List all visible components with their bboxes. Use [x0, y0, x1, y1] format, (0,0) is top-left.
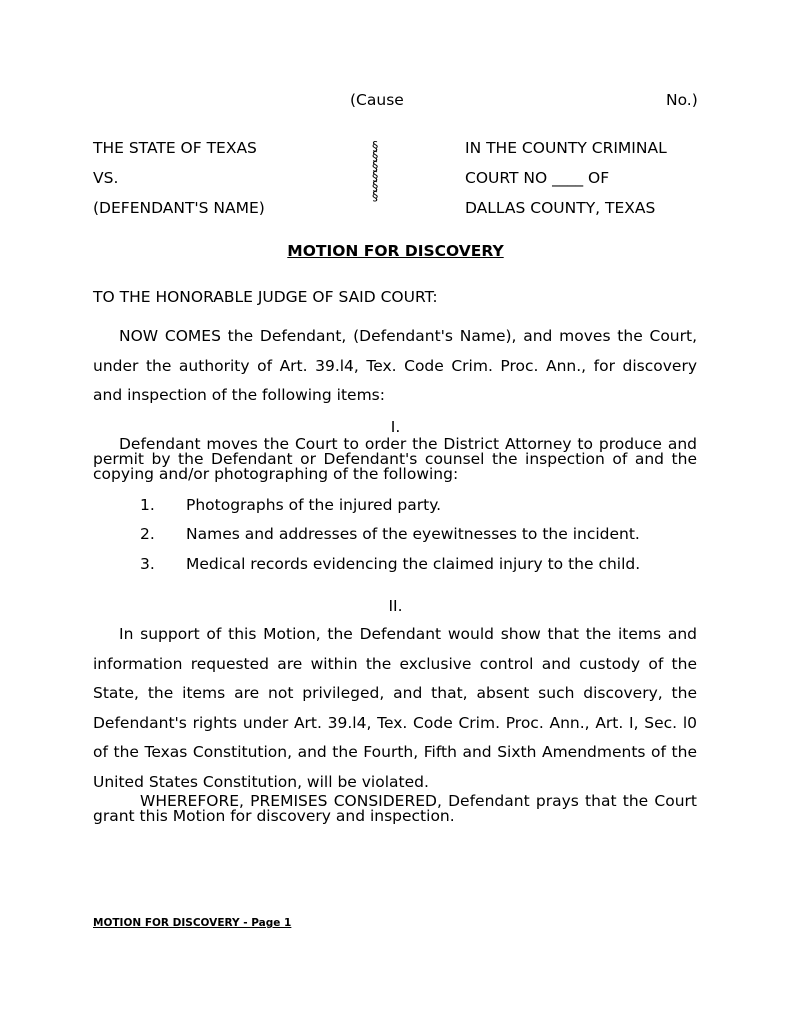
list-item-1-number: 1.: [140, 496, 155, 514]
intro-paragraph: NOW COMES the Defendant, (Defendant's Name), and moves the Court, under the authority of Art. 39.l4, Tex. Code Crim. Proc. Ann., for discovery and inspection of the following items:: [93, 327, 697, 404]
section-2-paragraph: In support of this Motion, the Defendant would show that the items and information requested are within the exclusive control and custody of the State, the items are not privileged, and that, absent such discovery, the Defendant's rights under Art. 39.l4, Tex. Code Crim. Proc. Ann., Art. I, Sec. l0 of the Texas Constitution, and the Fourth, Fifth and Sixth Amendments of the United States Constitution, will be violated.: [93, 625, 697, 791]
page-footer: MOTION FOR DISCOVERY - Page 1: [93, 917, 292, 929]
list-item-1-text: Photographs of the injured party.: [186, 496, 442, 514]
list-item-2-number: 2.: [140, 525, 155, 543]
cause-label: (Cause: [350, 91, 404, 109]
caption-court-line2: COURT NO ____ OF: [465, 169, 610, 187]
list-item-2-text: Names and addresses of the eyewitnesses to the incident.: [186, 525, 640, 543]
section-2-heading: II.: [388, 597, 403, 615]
caption-versus: VS.: [93, 169, 119, 187]
prayer-paragraph: WHEREFORE, PREMISES CONSIDERED, Defendant prays that the Court grant this Motion for discovery and inspection.: [93, 792, 697, 825]
caption-party-state: THE STATE OF TEXAS: [93, 139, 257, 157]
caption-section-marks: § § § § § §: [372, 138, 379, 203]
list-item-3-text: Medical records evidencing the claimed injury to the child.: [186, 555, 641, 573]
section-1-heading: I.: [390, 418, 401, 436]
list-item-3-number: 3.: [140, 555, 155, 573]
salutation: TO THE HONORABLE JUDGE OF SAID COURT:: [93, 288, 438, 306]
cause-number-label: No.): [666, 91, 698, 109]
caption-court-line1: IN THE COUNTY CRIMINAL: [465, 139, 667, 157]
caption-party-defendant: (DEFENDANT'S NAME): [93, 199, 265, 217]
document-title: MOTION FOR DISCOVERY: [287, 242, 504, 260]
section-1-paragraph: Defendant moves the Court to order the District Attorney to produce and permit by the Defendant or Defendant's counsel the inspection of and the copying and/or photographing of the following:: [93, 435, 697, 483]
caption-court-line3: DALLAS COUNTY, TEXAS: [465, 199, 656, 217]
